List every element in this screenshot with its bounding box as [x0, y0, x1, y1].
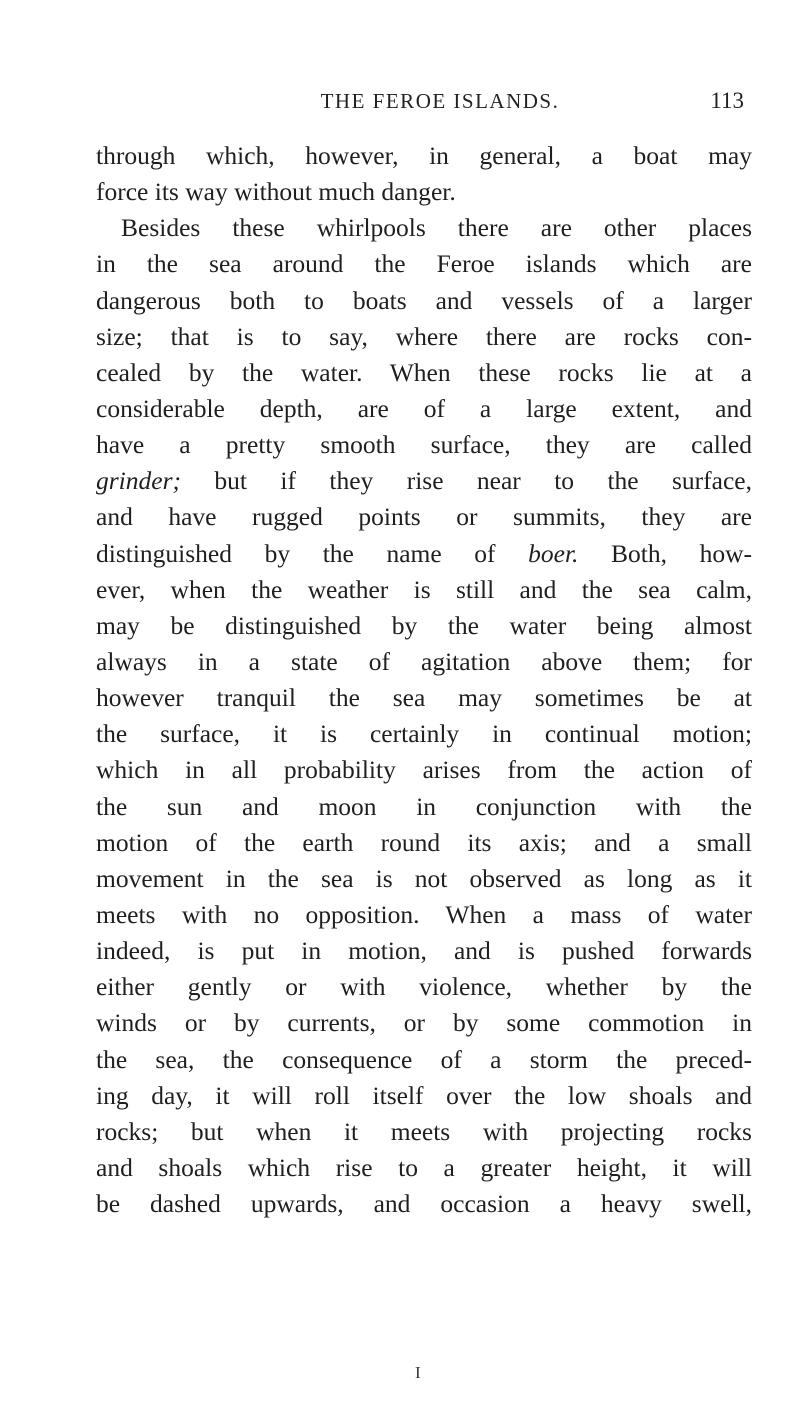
text-line: be dashed upwards, and occasion a heavy swell, — [96, 1189, 752, 1219]
text-line: the surface, it is certainly in continual motion; — [96, 719, 752, 749]
text-line: movement in the sea is not observed as long as it — [96, 863, 752, 893]
text-line: have a pretty smooth surface, they are called — [96, 430, 752, 460]
text-line: ever, when the weather is still and the sea calm, — [96, 574, 752, 604]
italic-term-boer: boer. — [528, 538, 579, 568]
text-line: winds or by currents, or by some commotion in — [96, 1008, 752, 1038]
text-line: size; that is to say, where there are rocks con- — [96, 321, 752, 351]
text-line: the sun and moon in conjunction with the — [96, 791, 752, 821]
signature-mark: I — [415, 1363, 421, 1382]
text-line: Besides these whirlpools there are other places — [121, 213, 752, 243]
text-line: meets with no opposition. When a mass of water — [96, 899, 752, 929]
text-line: either gently or with violence, whether by the — [96, 972, 752, 1002]
text-line: dangerous both to boats and vessels of a larger — [96, 285, 752, 315]
page-number: 113 — [710, 88, 744, 113]
text-line: considerable depth, are of a large extent, and — [96, 393, 752, 423]
text-line: and shoals which rise to a greater height, it will — [96, 1152, 752, 1182]
text-line: and have rugged points or summits, they are — [96, 502, 752, 532]
text-line — [96, 536, 752, 572]
text-line: indeed, is put in motion, and is pushed forwards — [96, 936, 752, 966]
text-line: through which, however, in general, a boat may — [96, 141, 752, 170]
text-line: which in all probability arises from the action of — [96, 755, 752, 785]
body-text — [96, 138, 752, 1222]
italic-term-grinder: grinder; — [96, 466, 181, 496]
text-line — [96, 463, 752, 499]
text-line: motion of the earth round its axis; and a small — [96, 827, 752, 857]
text-line: may be distinguished by the water being almost — [96, 610, 752, 640]
running-title: THE FEROE ISLANDS. — [320, 89, 560, 113]
text-line: however tranquil the sea may sometimes be at — [96, 683, 752, 713]
text-line: always in a state of agitation above them; for — [96, 646, 752, 676]
running-head — [152, 86, 744, 116]
text-line: in the sea around the Feroe islands which are — [96, 249, 752, 279]
text-line: force its way without much danger. — [96, 177, 456, 207]
text-segment: Both, how- — [578, 538, 752, 568]
text-line: the sea, the consequence of a storm the preced- — [96, 1044, 752, 1074]
text-line: ing day, it will roll itself over the low shoals and — [96, 1080, 752, 1110]
text-segment: distinguished by the name of — [96, 538, 529, 568]
text-segment: but if they rise near to the surface, — [181, 466, 752, 496]
text-line: cealed by the water. When these rocks lie at a — [96, 357, 752, 387]
text-line: rocks; but when it meets with projecting rocks — [96, 1116, 752, 1146]
